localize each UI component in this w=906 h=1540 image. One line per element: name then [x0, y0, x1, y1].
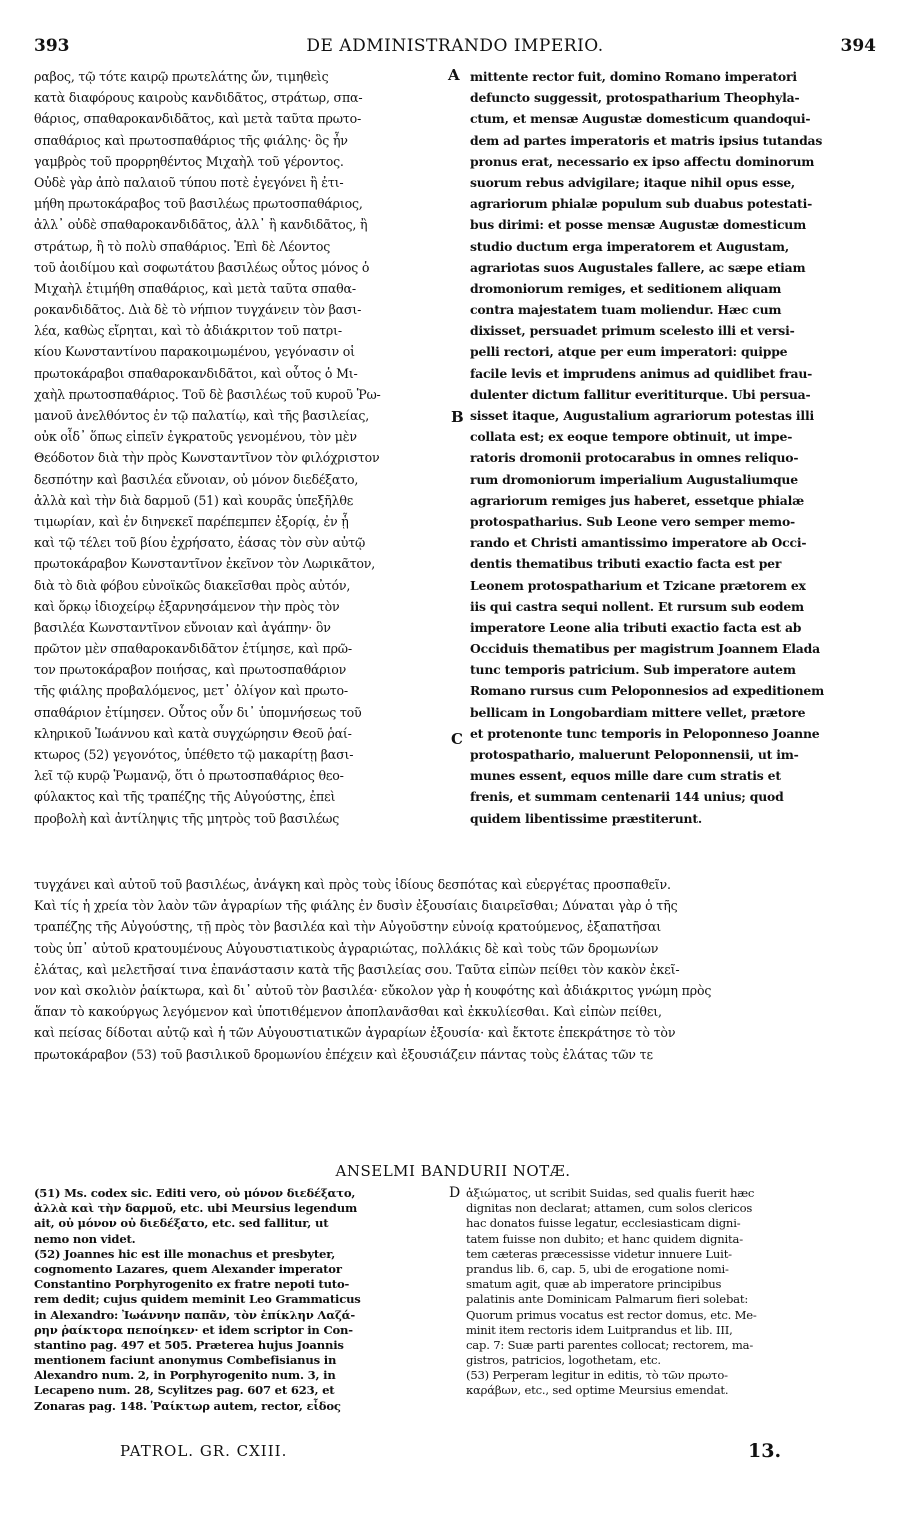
latin-text-line: contra majestatem tuam moliendur. Hæc cum [470, 302, 782, 318]
latin-text-line: dromoniorum remiges, et seditionem aliquam [470, 280, 782, 296]
note-line: Alexandro num. 2, in Porphyrogenito num. 3, in [34, 1368, 336, 1383]
greek-text-line: σπαθάριος καὶ πρωτοσπαθάριος τῆς φιάλης· ὃς ἦν [34, 132, 348, 148]
latin-text-line: pelli rectori, atque per eum imperatori: quippe [470, 344, 788, 360]
greek-full-text-line: ἐλάτας, καὶ μελετῆσαί τινα ἐπανάστασιν κατὰ τῆς βασιλείας σου. Ταῦτα εἰπὼν πείθει τὸν κακὸν ἐκεῖ- [34, 961, 680, 977]
latin-text-line: studio ductum erga imperatorem et Augustam, [470, 238, 789, 254]
greek-text-column [34, 66, 445, 829]
latin-text-line: mittente rector fuit, domino Romano imperatori [470, 69, 797, 84]
latin-text-line: agrariorum phialæ populum sub duabus potestati- [470, 196, 813, 212]
page-number-left: 393 [34, 36, 70, 56]
notes-right-column [466, 1186, 878, 1399]
running-header [34, 36, 876, 58]
greek-text-line: Θεόδοτον διὰ τὴν πρὸς Κωνσταντῖνον τὸν φιλόχριστον [34, 450, 380, 466]
latin-text-line: ctum, et mensæ Augustæ domesticum quandoqui- [470, 111, 811, 127]
note-line: smatum agit, quæ ab imperatore principibus [466, 1277, 722, 1292]
note-line: Constantino Porphyrogenito ex fratre nepoti tuto- [34, 1277, 350, 1292]
greek-text-line: ραβος, τῷ τότε καιρῷ πρωτελάτης ὤν, τιμηθεὶς [34, 69, 329, 84]
greek-text-line: βασιλέα Κωνσταντῖνον εὔνοιαν καὶ ἀγάπην· ὃν [34, 619, 331, 635]
latin-text-line: facile levis et imprudens animus ad quidlibet frau- [470, 365, 813, 381]
greek-text-line: φύλακτος καὶ τῆς τραπέζης τῆς Αὐγούστης, ἐπεὶ [34, 789, 336, 805]
greek-text-line: ἀλλὰ καὶ τὴν διὰ δαρμοῦ (51) καὶ κουρᾶς ὑπεξῆλθε [34, 492, 354, 508]
latin-text-line: Romano rursus cum Peloponnesios ad expeditionem [470, 683, 824, 699]
note-line: Quorum primus vocatus est rector domus, etc. Me- [466, 1307, 757, 1322]
greek-full-width-text [34, 874, 876, 1065]
latin-text-line: Occiduis thematibus per magistrum Joannem Elada [470, 641, 820, 657]
note-line: palatinis ante Dominicam Palmarum fieri solebat: [466, 1292, 749, 1307]
latin-text-line: agrariorum remiges jus haberet, essetque phialæ [470, 492, 805, 508]
greek-text-line: χαὴλ πρωτοσπαθάριος. Τοῦ δὲ βασιλέως τοῦ κυροῦ Ῥω- [34, 386, 381, 402]
latin-text-line: agrariotas suos Augustales fallere, ac sæpe etiam [470, 259, 806, 275]
greek-full-text-line: τραπέζης τῆς Αὐγούστης, τῇ πρὸς τὸν βασιλέα καὶ τὴν Αὐγοῦστην εὐνοίᾳ κρατούμενος, ἐξαπατῆσαι [34, 919, 662, 935]
greek-text-line: Οὐδὲ γὰρ ἀπὸ παλαιοῦ τύπου ποτὲ ἐγεγόνει ἢ ἐτι- [34, 174, 344, 190]
note-line: minit item rectoris idem Luitprandus et lib. III, [466, 1322, 733, 1337]
note-line: mentionem faciunt anonymus Combefisianus in [34, 1353, 337, 1368]
latin-text-line: munes essent, equos mille dare cum stratis et [470, 768, 781, 784]
greek-text-line: σπαθάριον ἐτίμησεν. Οὗτος οὖν δι᾽ ὑπομνήσεως τοῦ [34, 704, 362, 720]
greek-text-line: κίου Κωνσταντίνου παρακοιμωμένου, γεγόνασιν οἱ [34, 344, 355, 360]
latin-text-line: pronus erat, necessario ex ipso affectu dominorum [470, 153, 815, 169]
running-head-title: DE ADMINISTRANDO IMPERIO. [306, 36, 604, 56]
latin-text-line: tunc temporis patricium. Sub imperatore autem [470, 662, 796, 678]
note-line: ἀξιώματος, ut scribit Suidas, sed qualis fuerit hæc [466, 1186, 755, 1200]
greek-full-text-line: πρωτοκάραβον (53) τοῦ βασιλικοῦ δρομωνίου ἐπέχειν καὶ ἐξουσιάζειν πάντας τοὺς ἐλάτας τῶν τε [34, 1046, 653, 1062]
greek-text-line: τιμωρίαν, καὶ ἐν διηνεκεῖ παρέπεμπεν ἐξορίᾳ, ἐν ᾗ [34, 513, 349, 529]
greek-text-line: οὐκ οἶδ᾽ ὅπως εἰπεῖν ἐγκρατοῦς γενομένου, τὸν μὲν [34, 429, 357, 445]
latin-text-line: imperatore Leone alia tributi exactio facta est ab [470, 619, 802, 635]
greek-text-line: καὶ τῷ τέλει τοῦ βίου ἐχρήσατο, ἐάσας τὸν σὺν αὐτῷ [34, 535, 366, 551]
section-marker-b: B [451, 408, 464, 426]
section-marker-a: A [448, 66, 460, 84]
latin-text-line: bellicam in Longobardiam mittere vellet, prætore [470, 704, 806, 720]
notes-heading: ANSELMI BANDURII NOTÆ. [335, 1162, 571, 1180]
notes-left-column [34, 1186, 444, 1414]
page-number-right: 394 [840, 36, 876, 56]
latin-text-line: defuncto suggessit, protospatharium Theophyla- [470, 90, 800, 106]
greek-full-text-line: τοὺς ὑπ᾽ αὐτοῦ κρατουμένους Αὐγουστιατικοὺς ἀγραριώτας, πολλάκις δὲ καὶ τοὺς τῶν δρομωνίων [34, 940, 659, 956]
note-line: hac donatos fuisse legatur, ecclesiasticam digni- [466, 1216, 741, 1231]
note-line: ρην ῥαίκτορα πεποίηκεν· et idem scriptor in Con- [34, 1322, 353, 1337]
note-line: (52) Joannes hic est ille monachus et presbyter, [34, 1246, 336, 1261]
note-line: stantino pag. 497 et 505. Præterea hujus Joannis [34, 1337, 344, 1352]
note-line: nemo non videt. [34, 1231, 136, 1246]
note-line: cognomento Lazares, quem Alexander imperator [34, 1261, 342, 1276]
greek-text-line: γαμβρὸς τοῦ προρρηθέντος Μιχαὴλ τοῦ γέροντος. [34, 153, 344, 169]
greek-text-line: διὰ τὸ διὰ φόβου εὐνοϊκῶς διακεῖσθαι πρὸς αὐτόν, [34, 577, 351, 593]
greek-text-line: δεσπότην καὶ βασιλέα εὔνοιαν, οὐ μόνον διεδέξατο, [34, 471, 359, 487]
greek-text-line: προβολὴ καὶ ἀντίληψις τῆς μητρὸς τοῦ βασιλέως [34, 810, 340, 826]
greek-full-text-line: καὶ πείσας δίδοται αὐτῷ καὶ ἡ τῶν Αὐγουστιατικῶν ἀγραρίων ἐξουσία· καὶ ἔκτοτε ἐπεκράτησε τὸ τὸν [34, 1025, 676, 1041]
note-line: Lecapeno num. 28, Scylitzes pag. 607 et 623, et [34, 1383, 335, 1398]
latin-text-line: iis qui castra sequi nollent. Et rursum sub eodem [470, 598, 804, 614]
latin-text-line: dentis thematibus tributi exactio facta est per [470, 556, 782, 572]
greek-text-line: λεῖ τῷ κυρῷ Ῥωμανῷ, ὅτι ὁ πρωτοσπαθάριος θεο- [34, 768, 344, 784]
greek-text-line: ἀλλ᾽ οὐδὲ σπαθαροκανδιδᾶτος, ἀλλ᾽ ἢ κανδιδᾶτος, ἢ [34, 217, 368, 233]
latin-text-line: rum dromoniorum imperialium Augustaliumque [470, 471, 798, 487]
note-line: cap. 7: Suæ parti parentes collocat; rectorem, ma- [466, 1337, 754, 1352]
latin-text-line: protospatharius. Sub Leone vero semper memo- [470, 513, 795, 529]
greek-text-line: πρῶτον μὲν σπαθαροκανδιδᾶτον ἐτίμησε, καὶ πρῶ- [34, 641, 352, 657]
note-line: ἀλλὰ καὶ τὴν δαρμοῦ, etc. ubi Meursius legendum [34, 1201, 358, 1216]
note-line: ait, οὐ μόνον οὐ διεδέξατο, etc. sed fallitur, ut [34, 1216, 329, 1231]
greek-text-line: λέα, καθὼς εἴρηται, καὶ τὸ ἀδιάκριτον τοῦ πατρι- [34, 323, 342, 339]
latin-text-line: frenis, et summam centenarii 144 unius; quod [470, 789, 784, 805]
note-line: (51) Ms. codex sic. Editi vero, οὐ μόνον διεδέξατο, [34, 1186, 356, 1200]
footer-signature: 13. [748, 1440, 782, 1462]
latin-text-line: protospathario, maluerunt Peloponnensii, ut im- [470, 747, 799, 762]
footer-series: PATROL. GR. CXIII. [120, 1442, 288, 1460]
greek-text-line: πρωτοκάραβον Κωνσταντῖνον ἐκεῖνον τὸν Λωρικᾶτον, [34, 556, 376, 572]
latin-text-line: ratoris dromonii protocarabus in omnes reliquo- [470, 450, 799, 466]
latin-text-line: sisset itaque, Augustalium agrariorum potestas illi [470, 408, 814, 423]
greek-text-line: τῆς φιάλης προβαλόμενος, μετ᾽ ὀλίγον καὶ πρωτο- [34, 683, 348, 699]
note-line: gistros, patricios, logothetam, etc. [466, 1353, 661, 1368]
greek-text-line: κτωρος (52) γεγονότος, ὑπέθετο τῷ μακαρίτῃ βασι- [34, 747, 354, 762]
greek-full-text-line: νον καὶ σκολιὸν ῥαίκτωρα, καὶ δι᾽ αὐτοῦ τὸν βασιλέα· εὔκολον γὰρ ἡ κουφότης καὶ ἀδιάκριτος γνώμη πρὸς [34, 982, 712, 998]
latin-text-line: rando et Christi amantissimo imperatore ab Occi- [470, 535, 807, 551]
greek-text-line: καὶ ὅρκῳ ἰδιοχείρῳ ἐξαρνησάμενον τὴν πρὸς τὸν [34, 598, 340, 614]
note-line: rem dedit; cujus quidem meminit Leo Grammaticus [34, 1292, 361, 1307]
note-line: καράβων, etc., sed optime Meursius emendat. [466, 1383, 729, 1398]
greek-text-line: πρωτοκάραβοι σπαθαροκανδιδᾶτοι, καὶ οὗτος ὁ Μι- [34, 365, 358, 381]
greek-text-line: μανοῦ ἀνελθόντος ἐν τῷ παλατίῳ, καὶ τῆς βασιλείας, [34, 408, 369, 423]
note-line: Zonaras pag. 148. Ῥαίκτωρ autem, rector, εἶδος [34, 1398, 341, 1413]
greek-full-text-line: ἅπαν τὸ κακούργως λεγόμενον καὶ ὑποτιθέμενον ἀποπλανᾶσθαι καὶ ἐκκυλίεσθαι. Καὶ εἰπὼν πείθει, [34, 1004, 662, 1020]
greek-full-text-line: τυγχάνει καὶ αὐτοῦ τοῦ βασιλέως, ἀνάγκη καὶ πρὸς τοὺς ἰδίους δεσπότας καὶ εὐεργέτας προσπαθεῖν. [34, 877, 671, 892]
note-line: prandus lib. 6, cap. 5, ubi de erogatione nomi- [466, 1261, 729, 1276]
note-line: tem cæteras præcessisse videtur innuere Luit- [466, 1246, 732, 1261]
greek-full-text-line: Καὶ τίς ἡ χρεία τὸν λαὸν τῶν ἀγραρίων τῆς φιάλης ἐν δυσὶν ἐξουσίαις διαιρεῖσθαι; Δύναται γὰρ ὁ τῆς [34, 898, 678, 914]
note-line: tatem fuisse non dubito; et hanc quidem dignita- [466, 1231, 743, 1246]
latin-text-line: suorum rebus advigilare; itaque nihil opus esse, [470, 174, 796, 190]
greek-text-line: τον πρωτοκάραβον ποιήσας, καὶ πρωτοσπαθάριον [34, 662, 347, 678]
latin-text-column [470, 66, 878, 829]
latin-text-line: bus dirimi: et posse mensæ Augustæ domesticum [470, 217, 807, 233]
note-line: dignitas non declarat; attamen, cum solos clericos [466, 1201, 753, 1216]
latin-text-line: quidem libentissime præstiterunt. [470, 810, 702, 826]
section-marker-d: D [449, 1185, 461, 1201]
greek-text-line: θάριος, σπαθαροκανδιδᾶτος, καὶ μετὰ ταῦτα πρωτο- [34, 111, 362, 127]
greek-text-line: μήθη πρωτοκάραβος τοῦ βασιλέως πρωτοσπαθάριος, [34, 196, 363, 212]
greek-text-line: κατὰ διαφόρους καιροὺς κανδιδᾶτος, στράτωρ, σπα- [34, 90, 363, 106]
greek-text-line: στράτωρ, ἢ τὸ πολὺ σπαθάριος. Ἐπὶ δὲ Λέοντος [34, 238, 331, 254]
latin-text-line: collata est; ex eoque tempore obtinuit, ut impe- [470, 429, 793, 445]
greek-text-line: τοῦ ἀοιδίμου καὶ σοφωτάτου βασιλέως οὗτος μόνος ὁ [34, 259, 370, 275]
latin-text-line: Leonem protospatharium et Tzicane prætorem ex [470, 577, 806, 593]
greek-text-line: ροκανδιδᾶτος. Διὰ δὲ τὸ νήπιον τυγχάνειν τὸν βασι- [34, 302, 362, 318]
latin-text-line: dem ad partes imperatoris et matris ipsius tutandas [470, 132, 823, 148]
greek-text-line: κληρικοῦ Ἰωάννου καὶ κατὰ συγχώρησιν Θεοῦ ῥαί- [34, 725, 352, 741]
greek-text-line: Μιχαὴλ ἐτιμήθη σπαθάριος, καὶ μετὰ ταῦτα σπαθα- [34, 280, 356, 296]
latin-text-line: et protenonte tunc temporis in Peloponneso Joanne [470, 725, 820, 741]
note-line: in Alexandro: Ἰωάννην παπᾶν, τὸν ἐπίκλην Λαζά- [34, 1307, 355, 1322]
note-line: (53) Perperam legitur in editis, τὸ τῶν πρωτο- [466, 1368, 728, 1383]
section-marker-c: C [451, 730, 463, 748]
latin-text-line: dulenter dictum fallitur everititurque. Ubi persua- [470, 386, 811, 402]
latin-text-line: dixisset, persuadet primum scelesto illi et versi- [470, 323, 795, 339]
